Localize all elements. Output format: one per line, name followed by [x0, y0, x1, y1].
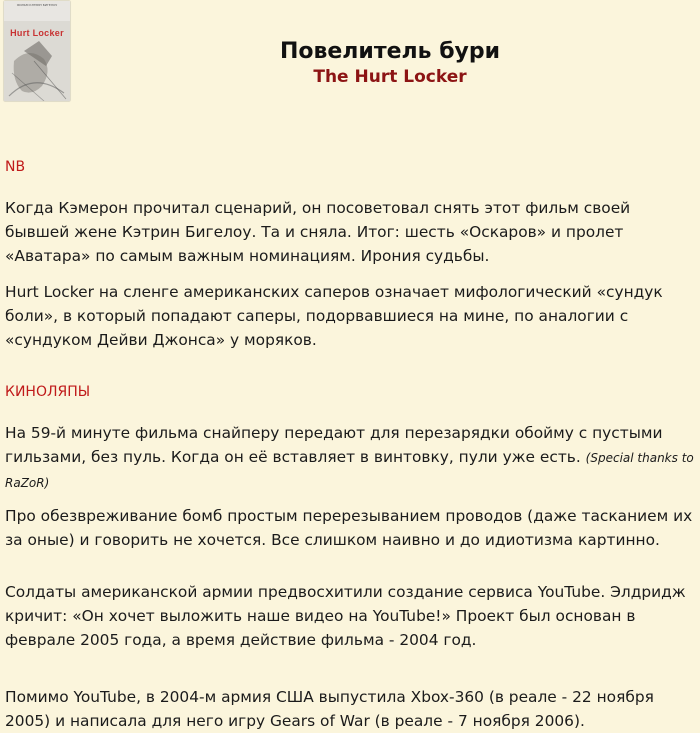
poster-title: Hurt Locker: [10, 28, 64, 38]
special-thanks: (Special thanks to RaZoR): [5, 451, 694, 490]
title-russian: Повелитель бури: [279, 39, 501, 64]
paragraph-xbox: Помимо YouTube, в 2004-м армия США выпустила Xbox-360 (в реале - 22 ноября 2005) и написала для него игру Gears of War (в реале - 7 ноября 2006).: [5, 688, 654, 730]
poster-figure-image: [4, 1, 70, 101]
paragraph-cameron: Когда Кэмерон прочитал сценарий, он посоветовал снять этот фильм своей бывшей жене Кэтрин Бигелоу. Та и сняла. Итог: шесть «Оскаров» и пролет «Аватара» по самым важным номинациям. Ирония судьбы.: [5, 199, 631, 265]
poster-caption: ФИЛЬМ КЭТРИН БИГЕЛОУ: [16, 3, 58, 7]
movie-poster: [4, 1, 70, 101]
section-heading-nb: NB: [5, 159, 26, 175]
paragraph-sniper-clip: [5, 421, 695, 495]
page-header: [230, 40, 550, 88]
paragraph-hurt-locker-meaning: Hurt Locker на сленге американских саперов означает мифологический «сундук боли», в который попадают саперы, подорвавшиеся на мине, по аналогии с «сундуком Дейви Джонса» у моряков.: [5, 283, 663, 349]
paragraph-youtube: Солдаты американской армии предвосхитили создание сервиса YouTube. Элдридж кричит: «Он хочет выложить наше видео на YouTube!» Проект был основан в феврале 2005 года, а время действие фильма - 2004 год.: [5, 583, 686, 649]
title-english: The Hurt Locker: [313, 67, 467, 87]
sniper-clip-text: На 59-й минуте фильма снайперу передают для перезарядки обойму с пустыми гильзами, без пуль. Когда он её вставляет в винтовку, пули уже есть.: [5, 424, 663, 466]
section-heading-goofs: КИНОЛЯПЫ: [5, 384, 91, 400]
paragraph-bomb-wires: Про обезвреживание бомб простым перерезыванием проводов (даже тасканием их за оные) и говорить не хочется. Все слишком наивно и до идиотизма картинно.: [5, 507, 693, 549]
